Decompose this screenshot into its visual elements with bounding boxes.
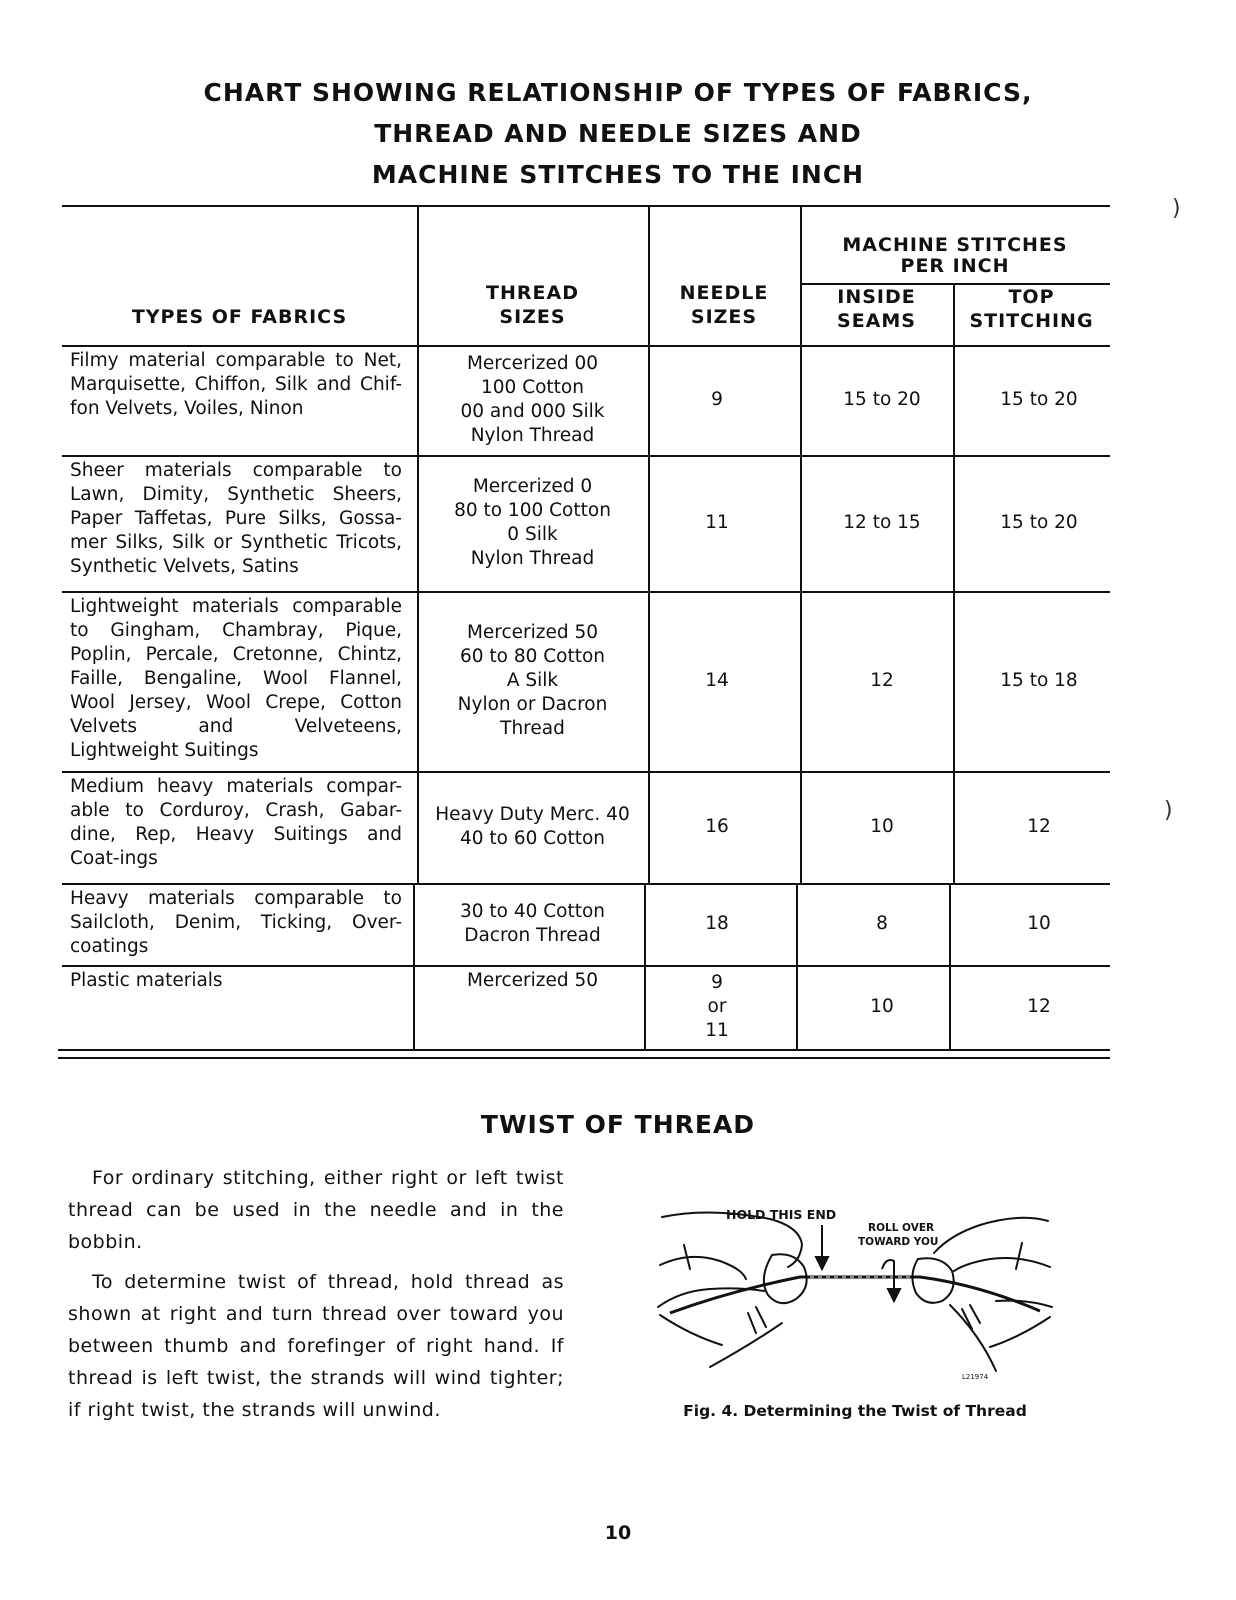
label-roll-over: ROLL OVER	[868, 1222, 935, 1234]
table-top-rule	[62, 205, 1110, 207]
thread-size-cell	[417, 900, 648, 948]
thread-size-line: 0 Silk	[507, 524, 558, 545]
inside-seams-cell: 12	[870, 670, 894, 691]
title-line-2: THREAD AND NEEDLE SIZES AND	[374, 119, 862, 148]
margin-mark: )	[1164, 798, 1173, 823]
thread-size-cell	[417, 803, 648, 851]
thread-size-line: Mercerized 50	[466, 622, 599, 643]
row-rule	[62, 965, 1110, 967]
header-top-stitching: TOP STITCHING	[969, 286, 1094, 332]
inside-seams-cell: 15 to 20	[843, 389, 921, 410]
table-bottom-rule	[58, 1049, 1110, 1051]
twist-title: TWIST OF THREAD	[480, 1110, 756, 1139]
header-needle: NEEDLE SIZES	[679, 282, 769, 328]
figure-code: L21974	[962, 1373, 989, 1381]
header-machine-stitches: MACHINE STITCHES PER INCH	[842, 234, 1068, 277]
row-col-divider	[413, 965, 415, 1049]
thread-size-line: 40 to 60 Cotton	[459, 828, 606, 849]
chart-title	[0, 72, 1236, 195]
row-col-divider	[796, 883, 798, 965]
thread-size-line: 100 Cotton	[481, 377, 584, 398]
needle-size-cell	[648, 912, 786, 936]
header-fabrics: TYPES OF FABRICS	[131, 306, 348, 328]
thread-twist-illustration	[650, 1195, 1060, 1395]
top-stitching-cell: 10	[1027, 913, 1051, 934]
thread-size-line: A Silk	[506, 670, 559, 691]
needle-size-line: 11	[705, 512, 729, 533]
thread-size-line: Mercerized 0	[472, 476, 593, 497]
inside-seams-cell: 10	[870, 996, 894, 1017]
needle-size-line: 16	[705, 816, 729, 837]
top-stitching-cell: 15 to 18	[1000, 670, 1078, 691]
thread-size-line: 60 to 80 Cotton	[459, 646, 606, 667]
title-line-1: CHART SHOWING RELATIONSHIP OF TYPES OF FABRICS,	[203, 78, 1033, 107]
fabric-type-cell: Lightweight materials comparable to Gingham, Chambray, Pique, Poplin, Percale, Cretonne, Chintz, Faille, Bengaline, Wool Flannel, Wool Jersey, Wool Crepe, Cotton Velvets and Velveteens, Lightweight Suitings	[70, 596, 402, 761]
needle-size-cell	[648, 511, 786, 535]
fabric-type-cell: Plastic materials	[70, 970, 223, 991]
thread-size-line: Nylon or Dacron	[457, 694, 608, 715]
thread-size-line: Nylon Thread	[470, 425, 595, 446]
fabric-type-cell: Heavy materials comparable to Sailcloth, Denim, Ticking, Over-coatings	[70, 888, 402, 957]
header-thread: THREAD SIZES	[486, 282, 579, 328]
label-hold-this-end: HOLD THIS END	[726, 1207, 837, 1222]
thread-size-line: Mercerized 50	[466, 970, 599, 991]
top-stitching-cell: 15 to 20	[1000, 389, 1078, 410]
needle-size-line: or	[707, 996, 727, 1017]
thread-size-line: Heavy Duty Merc. 40	[435, 804, 630, 825]
label-toward-you: TOWARD YOU	[858, 1236, 939, 1248]
thread-size-line: 30 to 40 Cotton	[459, 901, 606, 922]
row-col-divider	[413, 883, 415, 965]
row-col-divider	[796, 965, 798, 1049]
needle-size-cell	[648, 669, 786, 693]
thread-size-cell	[417, 475, 648, 571]
title-line-3: MACHINE STITCHES TO THE INCH	[371, 160, 865, 189]
needle-size-line: 18	[705, 913, 729, 934]
needle-size-line: 11	[705, 1020, 729, 1041]
needle-size-line: 14	[705, 670, 729, 691]
fabric-type-cell: Sheer materials comparable to Lawn, Dimity, Synthetic Sheers, Paper Taffetas, Pure Silks, Gossa-mer Silks, Silk or Synthetic Tricots, Synthetic Velvets, Satins	[70, 460, 402, 577]
needle-size-cell	[648, 971, 786, 1043]
thread-size-line: 80 to 100 Cotton	[454, 500, 611, 521]
figure-caption: Fig. 4. Determining the Twist of Thread	[683, 1402, 1027, 1420]
inside-seams-cell: 8	[876, 913, 888, 934]
needle-size-line: 9	[711, 972, 723, 993]
page-number: 10	[604, 1522, 632, 1544]
twist-paragraph-2: To determine twist of thread, hold thread as shown at right and turn thread over toward you between thumb and forefinger of right hand. If thread is left twist, the strands will wind tighter; if right twist, the strands will unwind.	[68, 1271, 564, 1421]
needle-size-line: 9	[711, 389, 723, 410]
thread-size-cell	[417, 352, 648, 448]
thread-size-line: Nylon Thread	[470, 548, 595, 569]
top-stitching-cell: 12	[1027, 996, 1051, 1017]
needle-size-cell	[648, 388, 786, 412]
top-stitching-cell: 12	[1027, 816, 1051, 837]
needle-size-cell	[648, 815, 786, 839]
table-bottom-rule	[58, 1057, 1110, 1059]
thread-size-line: Dacron Thread	[464, 925, 601, 946]
thread-size-cell	[417, 621, 648, 741]
fabric-type-cell: Filmy material comparable to Net, Marquisette, Chiffon, Silk and Chif-fon Velvets, Voiles, Ninon	[70, 350, 402, 419]
header-inside-seams: INSIDE SEAMS	[837, 286, 916, 332]
row-rule	[62, 883, 1110, 885]
thread-size-cell	[417, 969, 648, 993]
thread-size-line: Mercerized 00	[466, 353, 599, 374]
inside-seams-cell: 12 to 15	[843, 512, 921, 533]
fabric-type-cell: Medium heavy materials compar-able to Corduroy, Crash, Gabar-dine, Rep, Heavy Suitings and Coat-ings	[70, 776, 402, 869]
top-stitching-cell: 15 to 20	[1000, 512, 1078, 533]
margin-mark: )	[1172, 196, 1181, 221]
inside-seams-cell: 10	[870, 816, 894, 837]
twist-paragraph-1: For ordinary stitching, either right or left twist thread can be used in the needle and in the bobbin.	[68, 1167, 564, 1253]
thread-size-line: Thread	[500, 718, 565, 739]
thread-size-line: 00 and 000 Silk	[460, 401, 605, 422]
